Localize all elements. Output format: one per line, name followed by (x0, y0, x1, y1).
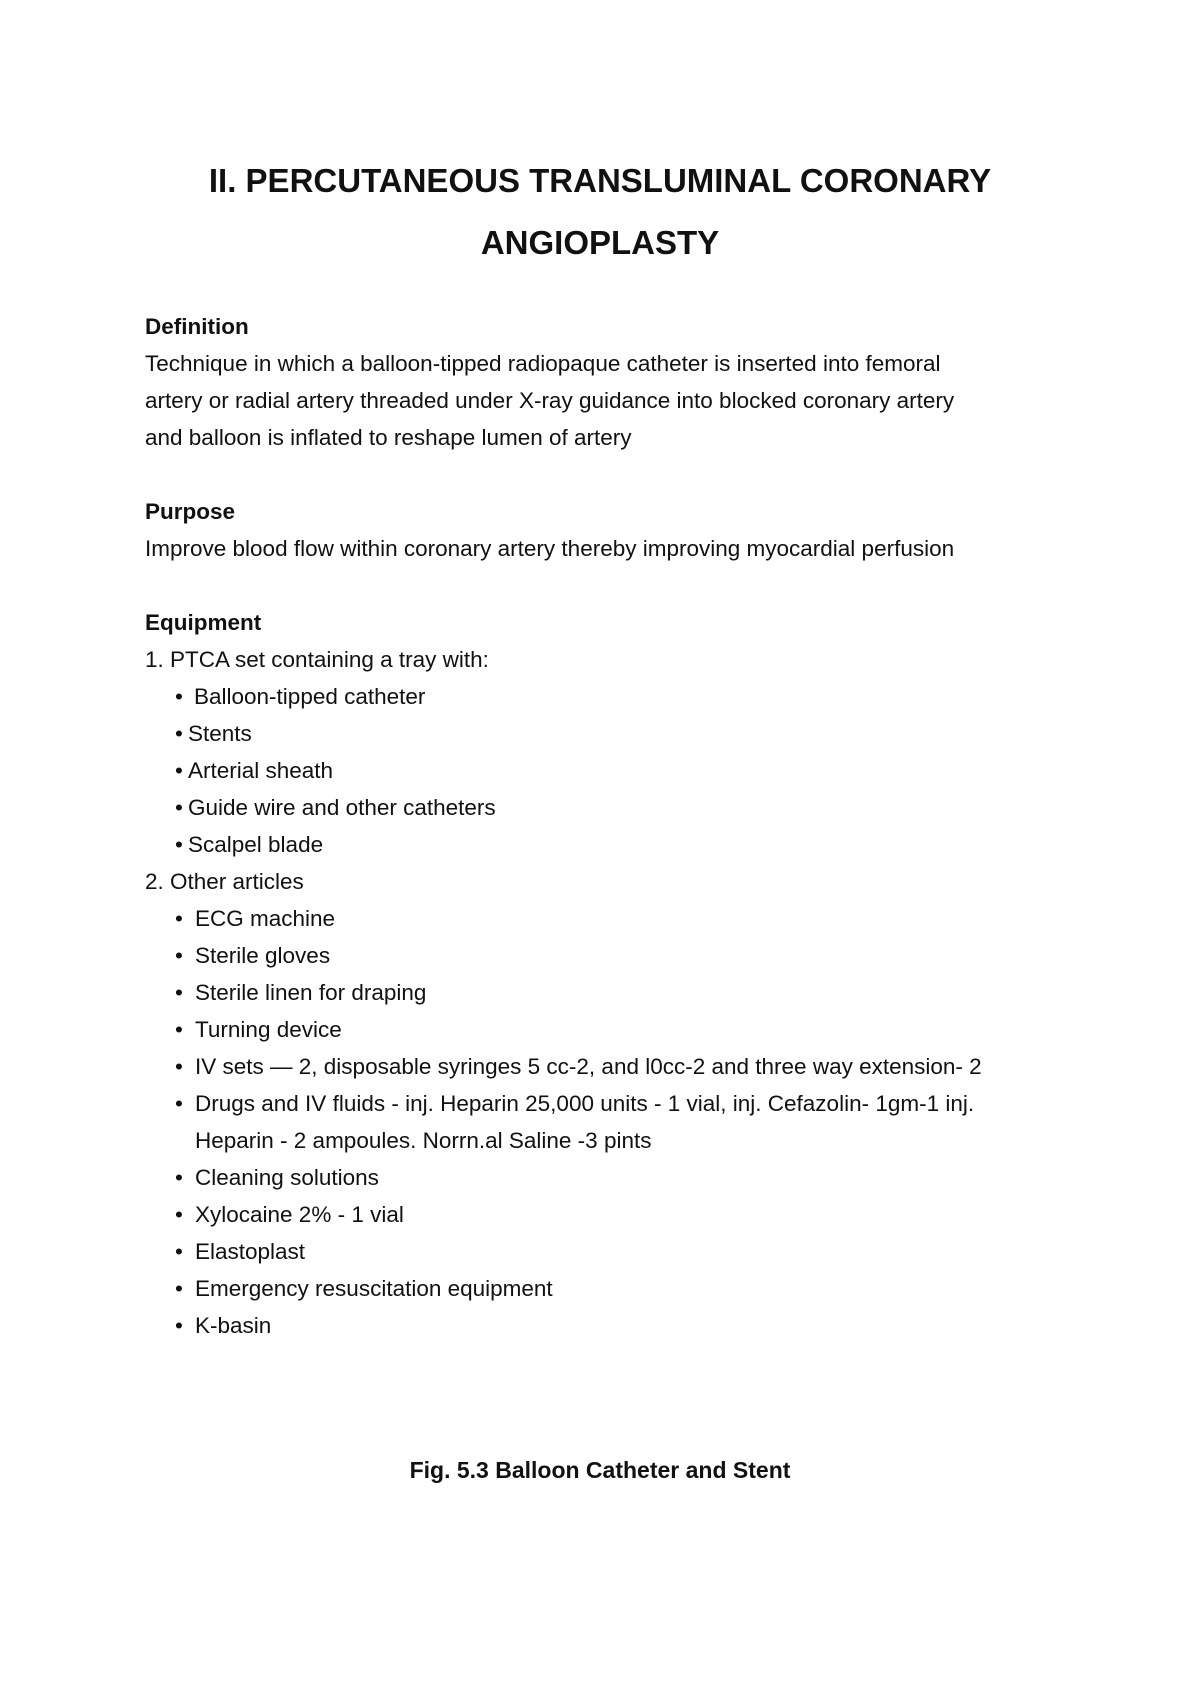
list-item-text: Scalpel blade (188, 832, 324, 857)
list-item-text: Sterile linen for draping (195, 980, 427, 1005)
bullet-icon: • (175, 943, 183, 968)
definition-heading: Definition (145, 314, 249, 339)
list-item-text: IV sets — 2, disposable syringes 5 cc-2, and l0cc-2 and three way extension- 2 (195, 1054, 982, 1079)
definition-line-3: and balloon is inflated to reshape lumen of artery (145, 425, 632, 450)
list-item (145, 1196, 1065, 1233)
figure-caption: Fig. 5.3 Balloon Catheter and Stent (409, 1457, 791, 1483)
list-item-text: Sterile gloves (195, 943, 331, 968)
equipment-item-1: 1. PTCA set containing a tray with: (145, 647, 489, 672)
list-item (145, 789, 1065, 826)
list-item (145, 1011, 1065, 1048)
bullet-icon: • (175, 1165, 183, 1190)
bullet-icon: • (175, 1202, 183, 1227)
bullet-icon: • (175, 684, 183, 709)
list-item (145, 900, 1065, 937)
list-item (145, 715, 1065, 752)
list-item-text: Drugs and IV fluids - inj. Heparin 25,000 units - 1 vial, inj. Cefazolin- 1gm-1 inj. (195, 1091, 975, 1116)
list-item-text: Balloon-tipped catheter (194, 684, 426, 709)
list-item (145, 752, 1065, 789)
spacer (145, 456, 1065, 493)
list-item (145, 974, 1065, 1011)
bullet-icon: • (175, 1091, 183, 1116)
list-item-text: Cleaning solutions (195, 1165, 379, 1190)
list-item-text: Turning device (195, 1017, 342, 1042)
bullet-icon: • (175, 906, 183, 931)
definition-line-2: artery or radial artery threaded under X-ray guidance into blocked coronary artery (145, 388, 955, 413)
list-item (145, 826, 1065, 863)
list-item (145, 1085, 1065, 1159)
list-item (145, 1048, 1065, 1085)
definition-line-1: Technique in which a balloon-tipped radiopaque catheter is inserted into femoral (145, 351, 941, 376)
list-item-text: Arterial sheath (188, 758, 334, 783)
other-articles-list (145, 900, 1065, 1344)
list-item (145, 1159, 1065, 1196)
list-item-text: Stents (188, 721, 252, 746)
ptca-tray-list (145, 678, 1065, 863)
title-line-2: ANGIOPLASTY (480, 224, 720, 261)
list-item-text: Elastoplast (195, 1239, 306, 1264)
bullet-icon: • (175, 721, 183, 746)
list-item (145, 1270, 1065, 1307)
list-item-text: K-basin (195, 1313, 272, 1338)
bullet-icon: • (175, 1276, 183, 1301)
bullet-icon: • (175, 1239, 183, 1264)
list-item (145, 1307, 1065, 1344)
list-item (145, 1233, 1065, 1270)
list-item (145, 678, 1065, 715)
bullet-icon: • (175, 1313, 183, 1338)
bullet-icon: • (175, 832, 183, 857)
equipment-item-2: 2. Other articles (145, 869, 304, 894)
purpose-text: Improve blood flow within coronary artery thereby improving myocardial perfusion (145, 536, 955, 561)
bullet-icon: • (175, 1017, 183, 1042)
bullet-icon: • (175, 1054, 183, 1079)
bullet-icon: • (175, 795, 183, 820)
list-item-text: ECG machine (195, 906, 336, 931)
equipment-heading: Equipment (145, 610, 262, 635)
list-item-continuation: Heparin - 2 ampoules. Norrn.al Saline -3 pints (195, 1128, 652, 1153)
bullet-icon: • (175, 980, 183, 1005)
list-item-text: Xylocaine 2% - 1 vial (195, 1202, 404, 1227)
title-line-1: II. PERCUTANEOUS TRANSLUMINAL CORONARY (208, 162, 992, 199)
list-item-text: Emergency resuscitation equipment (195, 1276, 553, 1301)
list-item-text: Guide wire and other catheters (188, 795, 496, 820)
bullet-icon: • (175, 758, 183, 783)
page-title (120, 150, 1080, 274)
document-body (145, 308, 1065, 1344)
purpose-heading: Purpose (145, 499, 236, 524)
list-item (145, 937, 1065, 974)
spacer (145, 567, 1065, 604)
